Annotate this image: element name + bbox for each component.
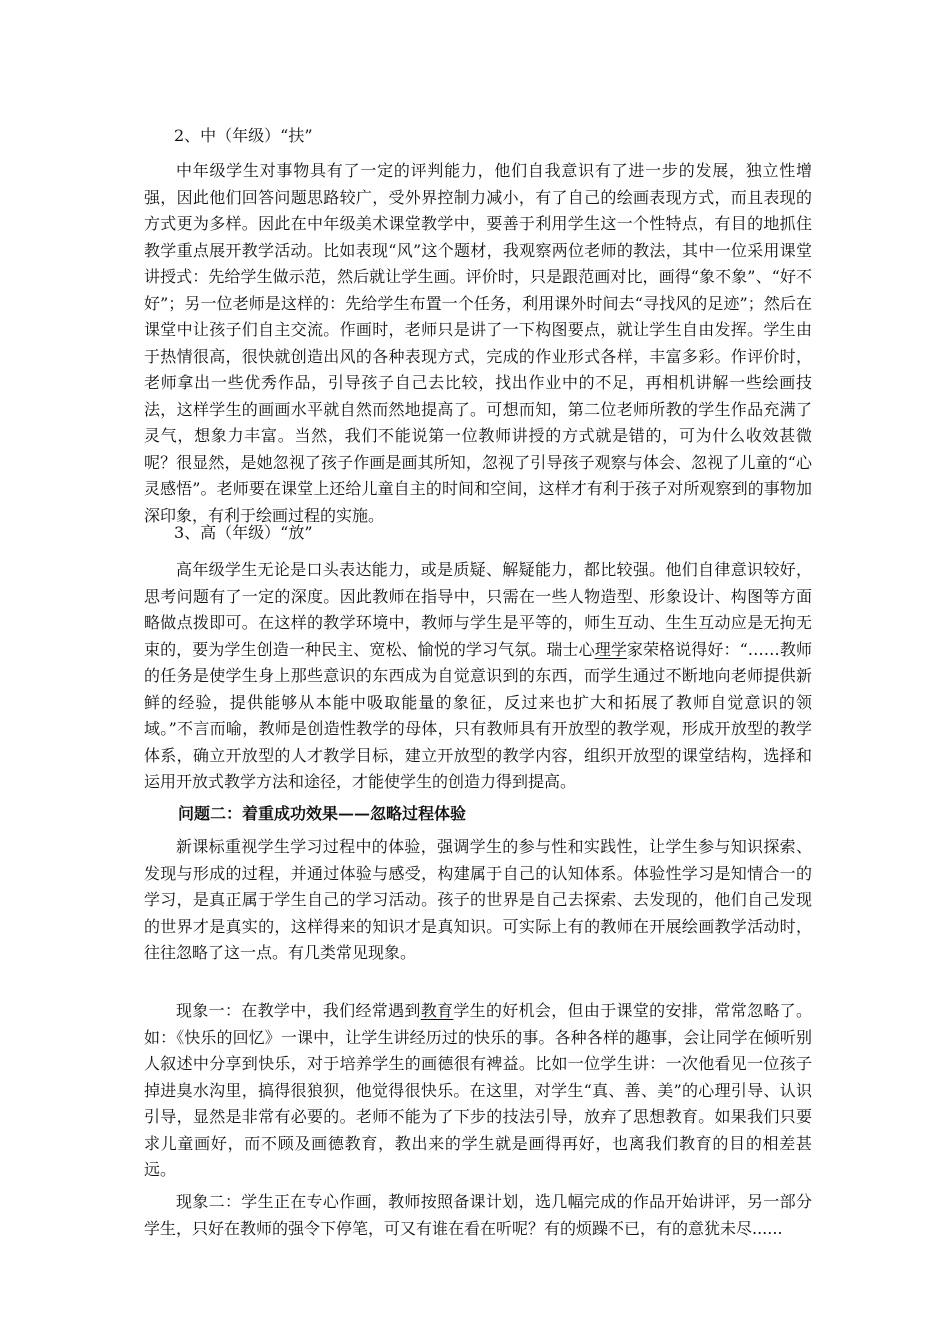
link-psychology[interactable]: 理学 [594,639,627,659]
paragraph-text: 学生的好机会，但由于课堂的安排，常常忽略了。如：《快乐的回忆》一课中，让学生讲经历过的快乐的事。各种各样的趣事，会让同学在倾听别人叙述中分享到快乐，对于培养学生的画德很有裨益。比如一位学生讲：一次他看见一位孩子掉进臭水沟里，搞得很狼狈，他觉得很快乐。在这里，对学生“真、善、美”的心理引导、认识引导，显然是非常有必要的。老师不能为了下步的技法引导，放弃了思想教育。如果我们只要求儿童画好，而不顾及画德教育，教出来的学生就是画得再好，也离我们教育的目的相差甚远。 [144,1001,812,1179]
section-heading-grade-middle: 2、中（年级）“扶” [174,126,313,145]
question-two-heading: 问题二：着重成功效果——忽略过程体验 [178,804,467,823]
paragraph-grade-middle: 中年级学生对事物具有了一定的评判能力，他们自我意识有了进一步的发展，独立性增强，因此他们回答问题思路较广，受外界控制力减小，有了自己的绘画表现方式，而且表现的方式更为多样。因此在中年级美术课堂教学中，要善于利用学生这一个性特点，有目的地抓住教学重点展开教学活动。比如表现“风”这个题材，我观察两位老师的教法，其中一位采用课堂讲授式：先给学生做示范，然后就让学生画。评价时，只是跟范画对比，画得“象不象”、“好不好”；另一位老师是这样的：先给学生布置一个任务，利用课外时间去“寻找风的足迹”；然后在课堂中让孩子们自主交流。作画时，老师只是讲了一下构图要点，就让学生自由发挥。学生由于热情很高，很快就创造出风的各种表现方式，完成的作业形式各样，丰富多彩。作评价时，老师拿出一些优秀作品，引导孩子自己去比较，找出作业中的不足，再相机讲解一些绘画技法，这样学生的画画水平就自然而然地提高了。可想而知，第二位老师所教的学生作品充满了灵气，想象力丰富。当然，我们不能说第一位教师讲授的方式就是错的，可为什么收效甚微呢？很显然，是她忽视了孩子作画是画其所知，忽视了引导孩子观察与体会、忽视了儿童的“心灵感悟”。老师要在课堂上还给儿童自主的时间和空间，这样才有利于孩子对所观察到的事物加深印象，有利于绘画过程的实施。 [144,161,812,525]
paragraph-text: 现象一：在教学中，我们经常遇到 [176,1001,421,1020]
paragraph-text: 高年级学生无论是口头表达能力，或是质疑、解疑能力，都比较强。他们自律意识较好，思考问题有了一定的深度。因此教师在指导中，只需在一些人物造型、形象设计、构图等方面略做点拨即可。在这样的教学环境中，教师与学生是平等的，师生互动、生生互动应是无拘无束的，要为学生创造一种民主、宽松、愉悦的学习气氛。瑞士心 [144,560,812,659]
section-heading-grade-high: 3、高（年级）“放” [174,523,313,542]
paragraph-phenomenon-one [144,998,812,1184]
paragraph-phenomenon-two: 现象二：学生正在专心作画，教师按照备课计划，选几幅完成的作品开始讲评，另一部分学生，只好在教师的强令下停笔，可又有谁在看在听呢？有的烦躁不已，有的意犹未尽...... [144,1192,812,1238]
paragraph-question-two: 新课标重视学生学习过程中的体验，强调学生的参与性和实践性，让学生参与知识探索、发现与形成的过程，并通过体验与感受，构建属于自己的认知体系。体验性学习是知情合一的学习，是真正属于学生自己的学习活动。孩子的世界是自己去探索、去发现的，他们自己发现的世界才是真实的，这样得来的知识才是真知识。可实际上有的教师在开展绘画教学活动时，往往忽略了这一点。有几类常见现象。 [144,837,812,962]
paragraph-grade-high [144,557,812,796]
link-education[interactable]: 教育 [420,1001,454,1020]
paragraph-text: 家荣格说得好：“……教师的任务是使学生身上那些意识的东西成为自觉意识到的东西，而学生通过不断地向老师提供新鲜的经验，提供能够从本能中吸取能量的象征，反过来也扩大和拓展了教师自觉意识的领域。”不言而喻，教师是创造性教学的母体，只有教师具有开放型的教学观，形成开放型的教学体系，确立开放型的人才教学目标，建立开放型的教学内容，组织开放型的课堂结构，选择和运用开放式教学方法和途径，才能使学生的创造力得到提高。 [144,639,812,791]
